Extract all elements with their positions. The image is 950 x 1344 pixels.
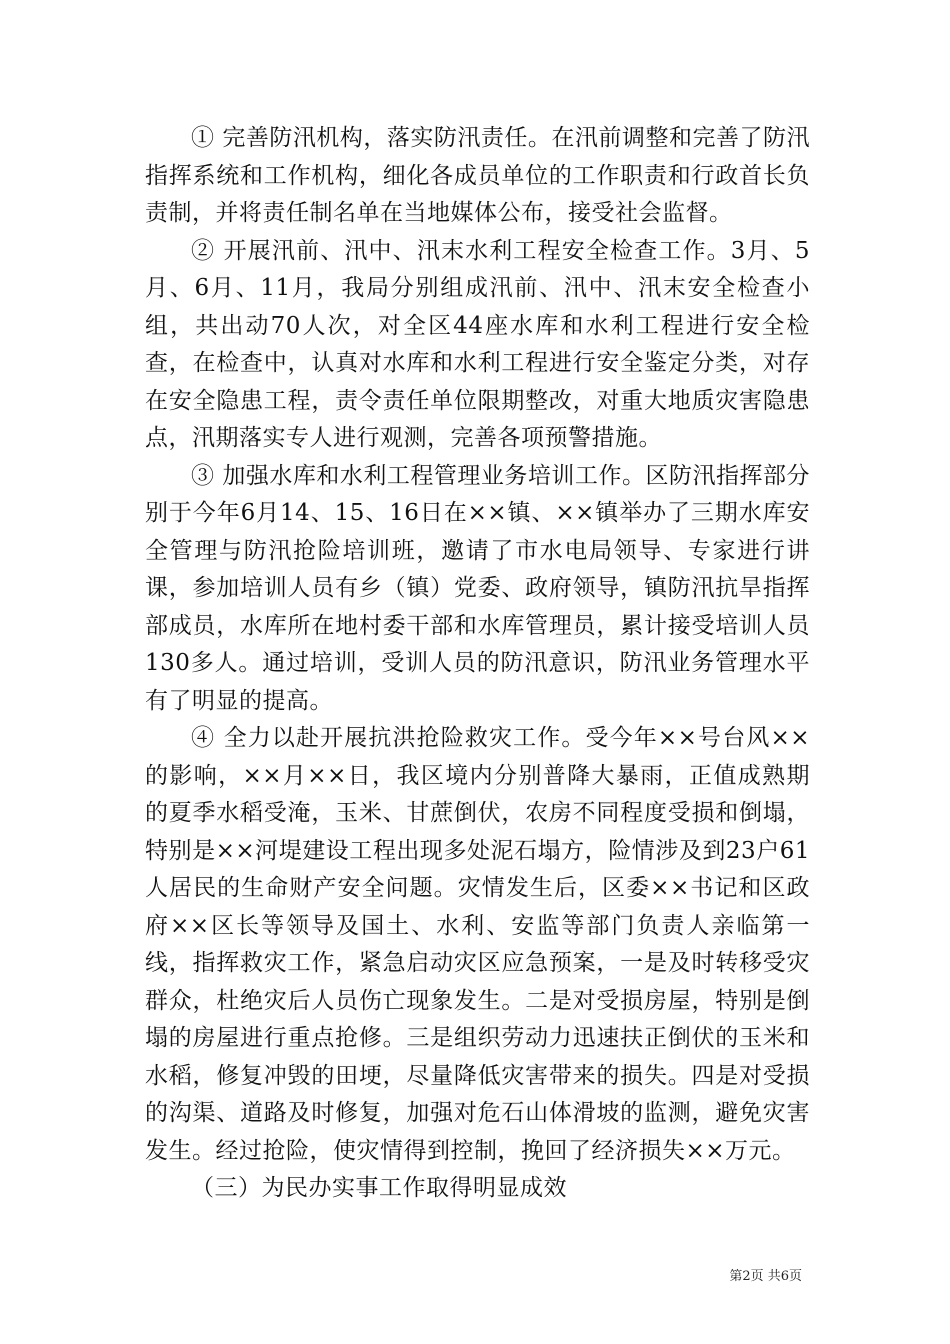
paragraph-flood-organization: ① 完善防汛机构，落实防汛责任。在汛前调整和完善了防汛指挥系统和工作机构，细化各成员单位的工作职责和行政首长负责制，并将责任制名单在当地媒体公布，接受社会监督。 (145, 125, 810, 226)
document-body (145, 120, 810, 1208)
page-number-footer: 第2页 共6页 (729, 1269, 802, 1284)
paragraph-safety-inspection: ② 开展汛前、汛中、汛末水利工程安全检查工作。3月、5月、6月、11月，我局分别组成汛前、汛中、汛末安全检查小组，共出动70人次，对全区44座水库和水利工程进行安全检查，在检查中，认真对水库和水利工程进行安全鉴定分类，对存在安全隐患工程，责令责任单位限期整改，对重大地质灾害隐患点，汛期落实专人进行观测，完善各项预警措施。 (145, 237, 810, 451)
paragraph-disaster-relief: ④ 全力以赴开展抗洪抢险救灾工作。受今年××号台风××的影响，××月××日，我区境内分别普降大暴雨，正值成熟期的夏季水稻受淹，玉米、甘蔗倒伏，农房不同程度受损和倒塌，特别是××河堤建设工程出现多处泥石塌方，险情涉及到23户61人居民的生命财产安全问题。灾情发生后，区委××书记和区政府××区长等领导及国土、水利、安监等部门负责人亲临第一线，指挥救灾工作，紧急启动灾区应急预案，一是及时转移受灾群众，杜绝灾后人员伤亡现象发生。二是对受损房屋，特别是倒塌的房屋进行重点抢修。三是组织劳动力迅速扶正倒伏的玉米和水稻，修复冲毁的田埂，尽量降低灾害带来的损失。四是对受损的沟渠、道路及时修复，加强对危石山体滑坡的监测，避免灾害发生。经过抢险，使灾情得到控制，挽回了经济损失××万元。 (145, 725, 810, 1164)
paragraph-training: ③ 加强水库和水利工程管理业务培训工作。区防汛指挥部分别于今年6月14、15、16日在××镇、××镇举办了三期水库安全管理与防汛抢险培训班，邀请了市水电局领导、专家进行讲课，参加培训人员有乡（镇）党委、政府领导，镇防汛抗旱指挥部成员，水库所在地村委干部和水库管理员，累计接受培训人员130多人。通过培训，受训人员的防汛意识，防汛业务管理水平有了明显的提高。 (145, 462, 810, 714)
section-heading: （三）为民办实事工作取得明显成效 (191, 1175, 567, 1201)
